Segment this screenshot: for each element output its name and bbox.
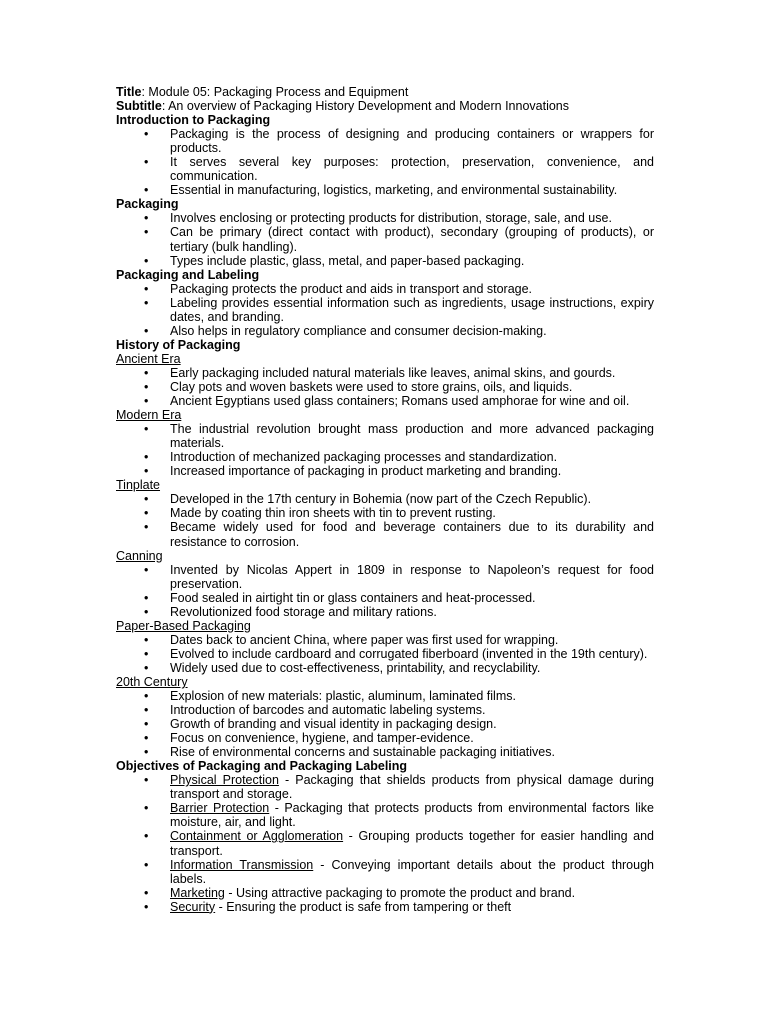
- list-item: • Increased importance of packaging in product marketing and branding.: [144, 464, 562, 479]
- list-item: • Introduction of barcodes and automatic labeling systems.: [144, 703, 486, 718]
- list-item: • The industrial revolution brought mass production and more advanced packaging materials.: [144, 422, 654, 451]
- list-item: • It serves several key purposes: protection, preservation, convenience, and communication.: [144, 155, 654, 184]
- list-item: • Ancient Egyptians used glass containers; Romans used amphorae for wine and oil.: [144, 394, 630, 409]
- objective-term: Security: [170, 899, 216, 914]
- bullet-icon: •: [144, 590, 149, 605]
- bullet-icon: •: [144, 450, 149, 465]
- list-item: • Widely used due to cost-effectiveness, printability, and recyclability.: [144, 660, 541, 675]
- section-heading-packaging: Packaging: [116, 197, 179, 212]
- list-item: • Physical Protection - Packaging that shields products from physical damage during transport and storage.: [144, 773, 654, 802]
- list-item: • Security - Ensuring the product is safe from tampering or theft: [144, 899, 512, 914]
- bullet-icon: •: [144, 394, 149, 409]
- objective-term: Marketing: [170, 885, 225, 900]
- list-item: • Packaging is the process of designing and producing containers or wrappers for products.: [144, 127, 654, 156]
- bullet-icon: •: [144, 253, 149, 268]
- bullet-icon: •: [144, 731, 149, 746]
- bullet-icon: •: [144, 155, 149, 170]
- list-item: • Marketing - Using attractive packaging to promote the product and brand.: [144, 885, 576, 900]
- bullet-icon: •: [144, 225, 149, 240]
- bullet-icon: •: [144, 506, 149, 521]
- document-page: [116, 85, 654, 914]
- list-item: • Invented by Nicolas Appert in 1809 in response to Napoleon’s request for food preservation.: [144, 562, 654, 591]
- list-item: • Information Transmission - Conveying important details about the product through labels.: [144, 857, 654, 886]
- list-item: • Developed in the 17th century in Bohemia (now part of the Czech Republic).: [144, 492, 592, 507]
- bullet-icon: •: [144, 899, 149, 914]
- list-item: • Made by coating thin iron sheets with tin to prevent rusting.: [144, 506, 496, 521]
- list-item: • Evolved to include cardboard and corrugated fiberboard (invented in the 19th century).: [144, 646, 648, 661]
- bullet-icon: •: [144, 422, 149, 437]
- list-item: • Containment or Agglomeration - Grouping products together for easier handling and transport.: [144, 829, 654, 858]
- list-item: • Explosion of new materials: plastic, aluminum, laminated films.: [144, 689, 516, 704]
- section-heading-labeling: Packaging and Labeling: [116, 267, 260, 282]
- bullet-icon: •: [144, 646, 149, 661]
- bullet-icon: •: [144, 492, 149, 507]
- subheading-canning: Canning: [116, 548, 163, 563]
- list-item: • Growth of branding and visual identity in packaging design.: [144, 717, 497, 732]
- bullet-icon: •: [144, 323, 149, 338]
- bullet-icon: •: [144, 183, 149, 198]
- bullet-icon: •: [144, 660, 149, 675]
- list-item: • Revolutionized food storage and military rations.: [144, 604, 437, 619]
- list-item: • Clay pots and woven baskets were used to store grains, oils, and liquids.: [144, 379, 573, 394]
- bullet-icon: •: [144, 211, 149, 226]
- list-item: • Early packaging included natural materials like leaves, animal skins, and gourds.: [144, 365, 616, 380]
- list-item: • Involves enclosing or protecting products for distribution, storage, sale, and use.: [144, 211, 612, 226]
- list-item: • Barrier Protection - Packaging that protects products from environmental factors like moisture, air, and light.: [144, 801, 654, 830]
- bullet-icon: •: [144, 773, 149, 788]
- list-item: • Essential in manufacturing, logistics, marketing, and environmental sustainability.: [144, 183, 618, 198]
- bullet-icon: •: [144, 281, 149, 296]
- bullet-icon: •: [144, 295, 149, 310]
- document-subtitle: Subtitle: An overview of Packaging History Development and Modern Innovations: [116, 99, 570, 114]
- bullet-icon: •: [144, 632, 149, 647]
- subheading-20th-century: 20th Century: [116, 674, 188, 689]
- bullet-icon: •: [144, 717, 149, 732]
- bullet-icon: •: [144, 562, 149, 577]
- list-item: • Labeling provides essential information such as ingredients, usage instructions, expiry dates, and branding.: [144, 295, 654, 324]
- section-heading-introduction: Introduction to Packaging: [116, 113, 271, 128]
- section-heading-objectives: Objectives of Packaging and Packaging Labeling: [116, 759, 408, 774]
- objective-term: Physical Protection: [170, 773, 279, 788]
- list-item: • Focus on convenience, hygiene, and tamper-evidence.: [144, 731, 474, 746]
- bullet-icon: •: [144, 745, 149, 760]
- bullet-icon: •: [144, 520, 149, 535]
- document-title: Title: Module 05: Packaging Process and Equipment: [116, 85, 409, 99]
- subheading-paper-based-packaging: Paper-Based Packaging: [116, 618, 251, 633]
- bullet-icon: •: [144, 703, 149, 718]
- list-item: • Rise of environmental concerns and sustainable packaging initiatives.: [144, 745, 555, 760]
- bullet-icon: •: [144, 885, 149, 900]
- bullet-icon: •: [144, 689, 149, 704]
- bullet-icon: •: [144, 801, 149, 816]
- bullet-icon: •: [144, 829, 149, 844]
- list-item: • Food sealed in airtight tin or glass containers and heat-processed.: [144, 590, 536, 605]
- subheading-tinplate: Tinplate: [116, 478, 161, 493]
- bullet-icon: •: [144, 464, 149, 479]
- list-item: • Can be primary (direct contact with product), secondary (grouping of products), or tertiary (bulk handling).: [144, 225, 654, 254]
- list-item: • Dates back to ancient China, where paper was first used for wrapping.: [144, 632, 559, 647]
- section-heading-history: History of Packaging: [116, 337, 241, 352]
- list-item: • Became widely used for food and beverage containers due to its durability and resistance to corrosion.: [144, 520, 654, 549]
- bullet-icon: •: [144, 365, 149, 380]
- list-item: • Also helps in regulatory compliance and consumer decision-making.: [144, 323, 547, 338]
- objective-term: Information Transmission: [170, 857, 314, 872]
- list-item: • Types include plastic, glass, metal, and paper-based packaging.: [144, 253, 525, 268]
- list-item: • Introduction of mechanized packaging processes and standardization.: [144, 450, 558, 465]
- bullet-icon: •: [144, 604, 149, 619]
- bullet-icon: •: [144, 379, 149, 394]
- bullet-icon: •: [144, 127, 149, 142]
- bullet-icon: •: [144, 857, 149, 872]
- objective-term: Containment or Agglomeration: [170, 829, 344, 844]
- subheading-ancient-era: Ancient Era: [116, 351, 181, 366]
- subheading-modern-era: Modern Era: [116, 408, 182, 423]
- list-item: • Packaging protects the product and aids in transport and storage.: [144, 281, 533, 296]
- objective-term: Barrier Protection: [170, 801, 270, 816]
